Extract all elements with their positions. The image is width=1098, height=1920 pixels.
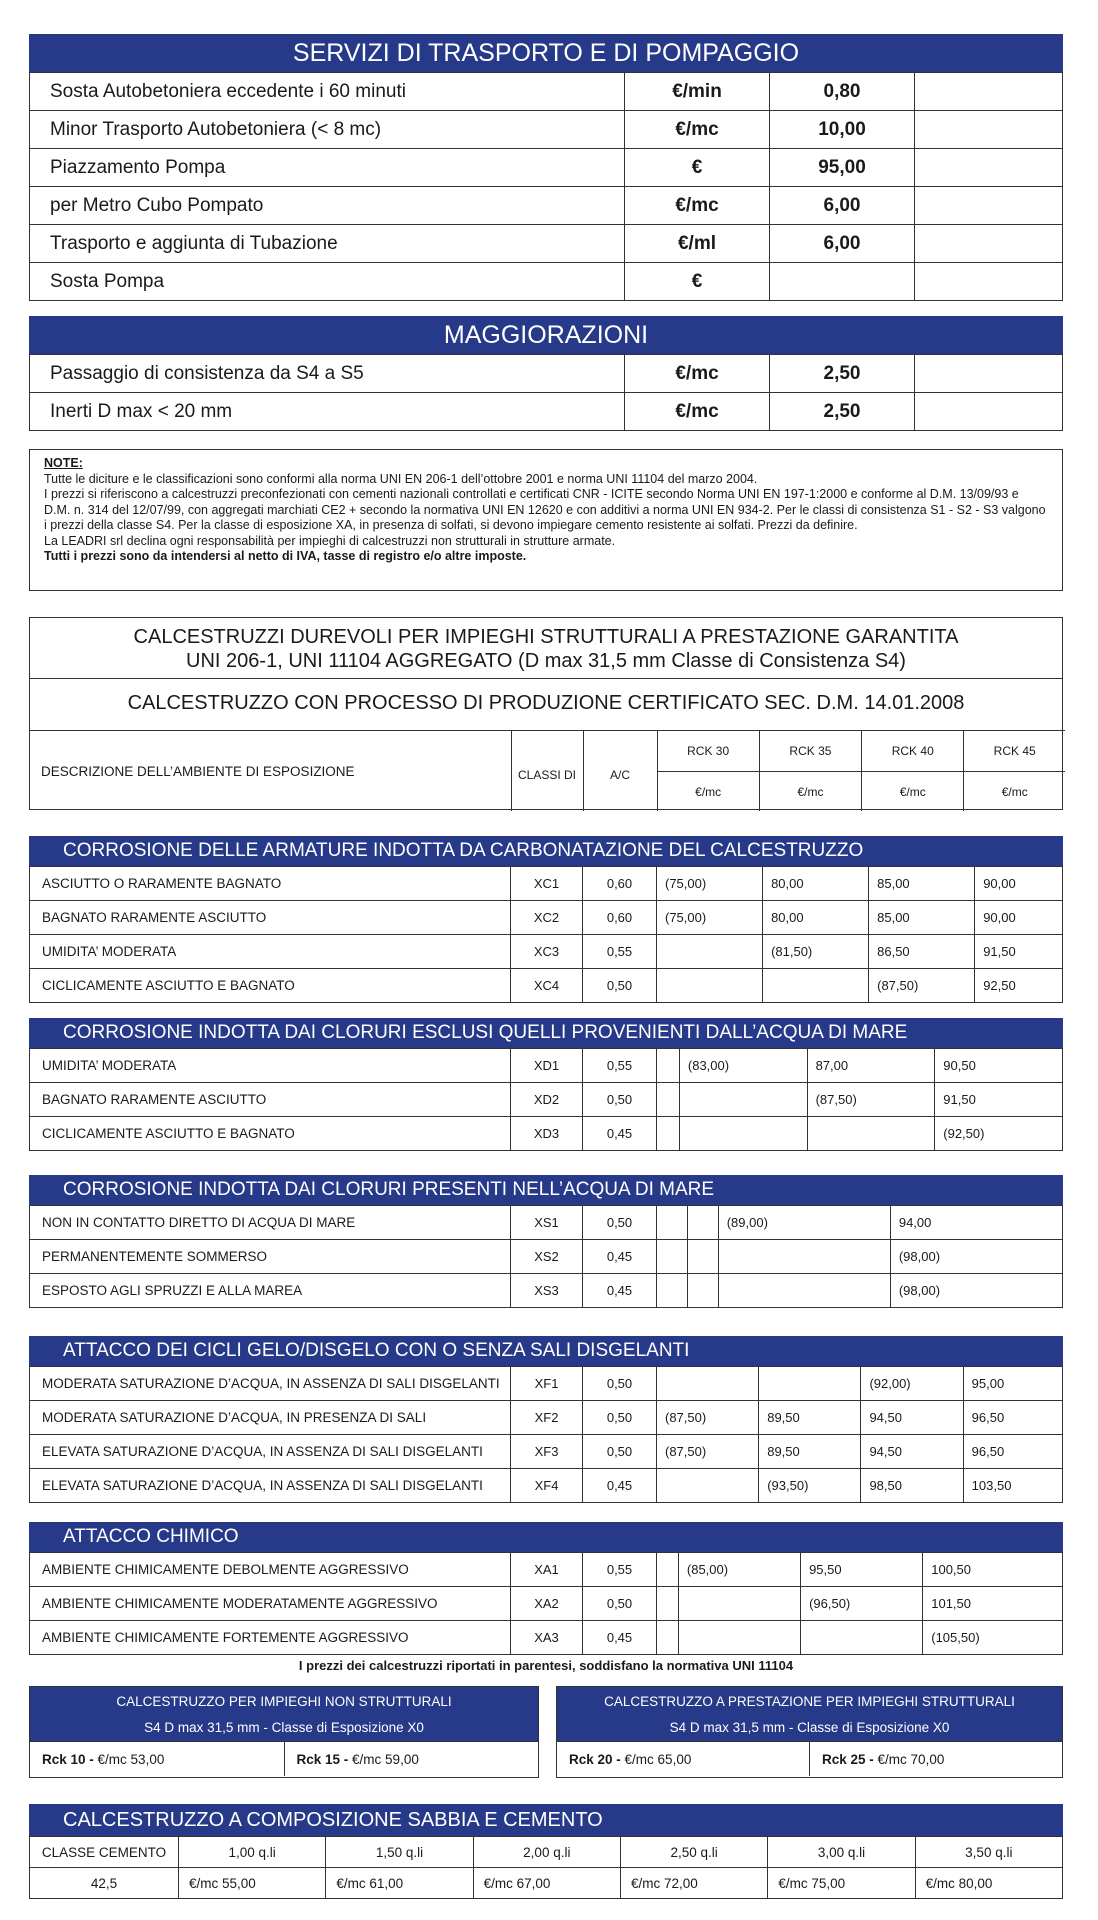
row-label: Piazzamento Pompa [30, 149, 625, 187]
row-unit: €/min [625, 73, 770, 111]
price-row [30, 225, 1063, 263]
rck-price: €/mc 53,00 [97, 1751, 165, 1767]
exposure-description: NON IN CONTATTO DIRETTO DI ACQUA DI MARE [30, 1206, 511, 1240]
col-ac: A/C [583, 731, 657, 812]
row-blank [915, 263, 1063, 301]
ac-ratio: 0,45 [583, 1621, 657, 1655]
row-price [770, 263, 915, 301]
col-unit: €/mc [759, 772, 861, 812]
sand-price-cell: €/mc 55,00 [179, 1868, 326, 1899]
rck-price: 94,50 [861, 1401, 963, 1435]
price-row [30, 111, 1063, 149]
ac-ratio: 0,55 [583, 1049, 657, 1083]
sand-price-row [30, 1868, 1063, 1899]
concrete-title-2: UNI 206-1, UNI 11104 AGGREGATO (D max 31,5 mm Classe di Consistenza S4) [186, 650, 906, 672]
rck-price: (87,50) [657, 1435, 759, 1469]
ac-ratio: 0,60 [583, 867, 657, 901]
exposure-description: UMIDITA’ MODERATA [30, 1049, 511, 1083]
price-row [30, 149, 1063, 187]
concrete-title-1: CALCESTRUZZI DUREVOLI PER IMPIEGHI STRUTTURALI A PRESTAZIONE GARANTITA [133, 626, 959, 648]
ac-ratio: 0,45 [583, 1469, 657, 1503]
rck-label: Rck 15 - [296, 1751, 349, 1767]
rck-price: €/mc 59,00 [352, 1751, 419, 1767]
rck-price [657, 1553, 679, 1587]
exposure-section [29, 1175, 1063, 1308]
table-row [30, 935, 1063, 969]
exposure-description: AMBIENTE CHIMICAMENTE FORTEMENTE AGGRESSIVO [30, 1621, 511, 1655]
transport-table [29, 72, 1063, 301]
parenthesis-footnote: I prezzi dei calcestruzzi riportati in parentesi, soddisfano la normativa UNI 11104 [298, 1658, 794, 1673]
surcharges-table [29, 354, 1063, 431]
exposure-class: XC1 [511, 867, 583, 901]
price-row [30, 393, 1063, 431]
price-row [30, 187, 1063, 225]
rck-price [657, 969, 763, 1003]
row-unit: €/mc [625, 187, 770, 225]
rck-price: 91,50 [935, 1083, 1063, 1117]
row-blank [915, 187, 1063, 225]
rck-price: 103,50 [963, 1469, 1062, 1503]
notes-line: Tutte le diciture e le classificazioni sono conformi alla norma UNI EN 206-1 dell’ottobre 2001 e norma UNI 11104 del marzo 2004. [44, 471, 758, 486]
exposure-description: AMBIENTE CHIMICAMENTE DEBOLMENTE AGGRESSIVO [30, 1553, 511, 1587]
sand-header-cell: CLASSE CEMENTO [30, 1837, 179, 1868]
exposure-class: XF4 [511, 1469, 583, 1503]
row-label: per Metro Cubo Pompato [30, 187, 625, 225]
exposure-table [29, 1048, 1063, 1151]
rck-price: (89,00) [718, 1206, 890, 1240]
exposure-description: CICLICAMENTE ASCIUTTO E BAGNATO [30, 969, 511, 1003]
exposure-class: XD3 [511, 1117, 583, 1151]
row-unit: € [625, 263, 770, 301]
sand-price-cell: €/mc 67,00 [473, 1868, 620, 1899]
notes-line: I prezzi si riferiscono a calcestruzzi preconfezionati con cementi nazionali controllati e certificati CNR - ICITE secondo Norma UNI EN 197-1:2000 e conforme al D.M. 13/09/93 e D.M. n. 314 del 12/07/99, con aggregati marchiati CE2 + secondo la normativa UNI EN 12620 e con additivi a norma UNI EN 934-2. Per le classi di consistenza S1 - S2 - S3 valgono i prezzi della classe S4. Per la classe di esposizione XA, in presenza di solfati, si devono impiegare cemento resistente ai solfati. Prezzi da definire. [44, 487, 1046, 532]
exposure-description: BAGNATO RARAMENTE ASCIUTTO [30, 901, 511, 935]
rck-price: 94,50 [861, 1435, 963, 1469]
structural-subtitle: S4 D max 31,5 mm - Classe di Esposizione X0 [557, 1715, 1062, 1741]
table-row [30, 1587, 1063, 1621]
table-row [30, 1621, 1063, 1655]
ac-ratio: 0,50 [583, 969, 657, 1003]
rck-price: (87,50) [869, 969, 975, 1003]
ac-ratio: 0,55 [583, 1553, 657, 1587]
price-row [30, 355, 1063, 393]
rck-price: 96,50 [963, 1435, 1062, 1469]
exposure-table [29, 1205, 1063, 1308]
exposure-class: XF2 [511, 1401, 583, 1435]
exposure-class: XC2 [511, 901, 583, 935]
notes-title: NOTE: [44, 456, 83, 470]
notes-line: La LEADRI srl declina ogni responsabilità per impieghi di calcestruzzi non strutturali in strutture armate. [44, 533, 616, 548]
table-row [30, 1083, 1063, 1117]
rck-price: (75,00) [657, 867, 763, 901]
sand-header-cell: 3,50 q.li [915, 1837, 1062, 1868]
row-label: Trasporto e aggiunta di Tubazione [30, 225, 625, 263]
table-row [30, 1553, 1063, 1587]
exposure-table [29, 1552, 1063, 1655]
rck-price: (93,50) [759, 1469, 861, 1503]
non-structural-box [29, 1686, 539, 1778]
transport-title: SERVIZI DI TRASPORTO E DI POMPAGGIO [29, 34, 1063, 72]
rck-price [718, 1274, 890, 1308]
rck-price [807, 1117, 935, 1151]
rck-price: (98,00) [890, 1274, 1062, 1308]
concrete-columns [29, 730, 1065, 811]
sand-header-row [30, 1837, 1063, 1868]
rck-price: 87,00 [807, 1049, 935, 1083]
table-row [30, 901, 1063, 935]
exposure-class: XC4 [511, 969, 583, 1003]
row-unit: €/mc [625, 355, 770, 393]
exposure-description: AMBIENTE CHIMICAMENTE MODERATAMENTE AGGRESSIVO [30, 1587, 511, 1621]
col-rck: RCK 40 [862, 731, 964, 772]
exposure-class: XA3 [511, 1621, 583, 1655]
exposure-description: ASCIUTTO O RARAMENTE BAGNATO [30, 867, 511, 901]
exposure-class: XA2 [511, 1587, 583, 1621]
row-label: Inerti D max < 20 mm [30, 393, 625, 431]
rck-price [657, 1240, 688, 1274]
exposure-description: MODERATA SATURAZIONE D’ACQUA, IN ASSENZA DI SALI DISGELANTI [30, 1367, 511, 1401]
sand-cement-section [29, 1804, 1063, 1899]
col-unit: €/mc [964, 772, 1065, 812]
rck-price: €/mc 70,00 [877, 1751, 945, 1767]
table-row [30, 969, 1063, 1003]
rck-price: 100,50 [923, 1553, 1063, 1587]
ac-ratio: 0,50 [583, 1435, 657, 1469]
notes-line-bold: Tutti i prezzi sono da intendersi al netto di IVA, tasse di registro e/o altre imposte. [44, 549, 527, 563]
ac-ratio: 0,45 [583, 1117, 657, 1151]
sand-price-cell: €/mc 80,00 [915, 1868, 1062, 1899]
exposure-section-title: ATTACCO CHIMICO [29, 1522, 1063, 1552]
row-unit: € [625, 149, 770, 187]
exposure-section-title: CORROSIONE INDOTTA DAI CLORURI PRESENTI NELL’ACQUA DI MARE [29, 1175, 1063, 1205]
table-row [30, 1401, 1063, 1435]
row-blank [915, 225, 1063, 263]
exposure-description: BAGNATO RARAMENTE ASCIUTTO [30, 1083, 511, 1117]
sand-price-cell: €/mc 72,00 [620, 1868, 767, 1899]
exposure-description: ELEVATA SATURAZIONE D’ACQUA, IN ASSENZA DI SALI DISGELANTI [30, 1469, 511, 1503]
ac-ratio: 0,50 [583, 1367, 657, 1401]
exposure-table [29, 866, 1063, 1003]
table-row [30, 1274, 1063, 1308]
col-rck: RCK 30 [657, 731, 759, 772]
rck-price [657, 1206, 688, 1240]
sand-header-cell: 2,50 q.li [620, 1837, 767, 1868]
rck-price [687, 1206, 718, 1240]
rck-price: 98,50 [861, 1469, 963, 1503]
exposure-class: XS3 [511, 1274, 583, 1308]
rck-price: 90,00 [975, 901, 1063, 935]
rck-price [679, 1117, 807, 1151]
rck-price: (87,50) [657, 1401, 759, 1435]
rck-price [678, 1621, 800, 1655]
col-class: CLASSI DI [511, 731, 583, 812]
exposure-table [29, 1366, 1063, 1503]
rck-price [657, 1274, 688, 1308]
rck-price: 95,50 [801, 1553, 923, 1587]
table-row [30, 1469, 1063, 1503]
rck-price: (96,50) [801, 1587, 923, 1621]
rck-price [657, 1469, 759, 1503]
row-label: Sosta Autobetoniera eccedente i 60 minuti [30, 73, 625, 111]
exposure-description: ELEVATA SATURAZIONE D’ACQUA, IN ASSENZA DI SALI DISGELANTI [30, 1435, 511, 1469]
sand-cement-table [29, 1836, 1063, 1899]
row-label: Sosta Pompa [30, 263, 625, 301]
sand-price-cell: €/mc 75,00 [768, 1868, 915, 1899]
surcharges-section [29, 316, 1063, 431]
rck-label: Rck 25 - [822, 1751, 874, 1767]
rck-price [759, 1367, 861, 1401]
row-label: Minor Trasporto Autobetoniera (< 8 mc) [30, 111, 625, 149]
rck-price: 80,00 [763, 901, 869, 935]
rck-price: 91,50 [975, 935, 1063, 969]
rck-price [687, 1240, 718, 1274]
price-row [30, 73, 1063, 111]
rck-label: Rck 10 - [42, 1751, 94, 1767]
ac-ratio: 0,50 [583, 1083, 657, 1117]
rck-price [657, 1049, 680, 1083]
sand-header-cell: 2,00 q.li [473, 1837, 620, 1868]
row-price: 6,00 [770, 187, 915, 225]
row-blank [915, 73, 1063, 111]
surcharges-title: MAGGIORAZIONI [29, 316, 1063, 354]
ac-ratio: 0,50 [583, 1206, 657, 1240]
rck-price: 80,00 [763, 867, 869, 901]
exposure-description: ESPOSTO AGLI SPRUZZI E ALLA MAREA [30, 1274, 511, 1308]
rck-price: 86,50 [869, 935, 975, 969]
exposure-section [29, 1522, 1063, 1655]
col-rck: RCK 45 [964, 731, 1065, 772]
ac-ratio: 0,45 [583, 1240, 657, 1274]
ac-ratio: 0,55 [583, 935, 657, 969]
rck-price [657, 1621, 679, 1655]
row-price: 0,80 [770, 73, 915, 111]
rck-price [679, 1083, 807, 1117]
table-row [30, 1206, 1063, 1240]
rck-price: 96,50 [963, 1401, 1062, 1435]
rck-price: 101,50 [923, 1587, 1063, 1621]
col-unit: €/mc [657, 772, 759, 812]
sand-price-cell: 42,5 [30, 1868, 179, 1899]
rck-price: 95,00 [963, 1367, 1062, 1401]
exposure-section-title: CORROSIONE INDOTTA DAI CLORURI ESCLUSI QUELLI PROVENIENTI DALL’ACQUA DI MARE [29, 1018, 1063, 1048]
table-row [30, 1049, 1063, 1083]
sand-header-cell: 3,00 q.li [768, 1837, 915, 1868]
rck-price: 89,50 [759, 1401, 861, 1435]
sand-header-cell: 1,50 q.li [326, 1837, 473, 1868]
rck-price [718, 1240, 890, 1274]
table-row [30, 1367, 1063, 1401]
exposure-class: XD2 [511, 1083, 583, 1117]
table-row [30, 1435, 1063, 1469]
col-unit: €/mc [862, 772, 964, 812]
row-unit: €/mc [625, 111, 770, 149]
rck-price: 90,50 [935, 1049, 1063, 1083]
rck-price [687, 1274, 718, 1308]
rck-price: €/mc 65,00 [624, 1751, 692, 1767]
ac-ratio: 0,50 [583, 1587, 657, 1621]
rck-price [678, 1587, 800, 1621]
ac-ratio: 0,45 [583, 1274, 657, 1308]
non-structural-title: CALCESTRUZZO PER IMPIEGHI NON STRUTTURALI [30, 1687, 538, 1715]
rck-price [657, 1117, 680, 1151]
row-blank [915, 149, 1063, 187]
structural-box [556, 1686, 1063, 1778]
table-row [30, 1117, 1063, 1151]
exposure-class: XF3 [511, 1435, 583, 1469]
structural-prices [557, 1741, 1062, 1776]
exposure-class: XA1 [511, 1553, 583, 1587]
table-row [30, 867, 1063, 901]
rck-label: Rck 20 - [569, 1751, 621, 1767]
rck-price: 92,50 [975, 969, 1063, 1003]
row-price: 2,50 [770, 393, 915, 431]
sand-header-cell: 1,00 q.li [179, 1837, 326, 1868]
rck-price: (85,00) [678, 1553, 800, 1587]
notes-box [29, 449, 1063, 591]
exposure-class: XD1 [511, 1049, 583, 1083]
col-desc: DESCRIZIONE DELL’AMBIENTE DI ESPOSIZIONE [29, 731, 511, 812]
row-label: Passaggio di consistenza da S4 a S5 [30, 355, 625, 393]
structural-title: CALCESTRUZZO A PRESTAZIONE PER IMPIEGHI STRUTTURALI [557, 1687, 1062, 1715]
rck-price: (92,00) [861, 1367, 963, 1401]
ac-ratio: 0,50 [583, 1401, 657, 1435]
exposure-class: XS2 [511, 1240, 583, 1274]
row-unit: €/mc [625, 393, 770, 431]
exposure-section [29, 836, 1063, 1003]
rck-price [801, 1621, 923, 1655]
ac-ratio: 0,60 [583, 901, 657, 935]
table-row [30, 1240, 1063, 1274]
row-price: 2,50 [770, 355, 915, 393]
rck-price: (81,50) [763, 935, 869, 969]
rck-price: (83,00) [679, 1049, 807, 1083]
rck-price: 85,00 [869, 867, 975, 901]
exposure-section-title: ATTACCO DEI CICLI GELO/DISGELO CON O SENZA SALI DISGELANTI [29, 1336, 1063, 1366]
exposure-class: XF1 [511, 1367, 583, 1401]
rck-price [657, 1367, 759, 1401]
rck-price [657, 935, 763, 969]
row-blank [915, 355, 1063, 393]
row-price: 95,00 [770, 149, 915, 187]
row-price: 6,00 [770, 225, 915, 263]
exposure-description: CICLICAMENTE ASCIUTTO E BAGNATO [30, 1117, 511, 1151]
non-structural-subtitle: S4 D max 31,5 mm - Classe di Esposizione X0 [30, 1715, 538, 1741]
rck-price: 89,50 [759, 1435, 861, 1469]
exposure-description: UMIDITA’ MODERATA [30, 935, 511, 969]
exposure-section [29, 1018, 1063, 1151]
rck-price: (92,50) [935, 1117, 1063, 1151]
rck-price: 85,00 [869, 901, 975, 935]
exposure-description: PERMANENTEMENTE SOMMERSO [30, 1240, 511, 1274]
exposure-description: MODERATA SATURAZIONE D’ACQUA, IN PRESENZA DI SALI [30, 1401, 511, 1435]
exposure-section [29, 1336, 1063, 1503]
price-row [30, 263, 1063, 301]
exposure-class: XC3 [511, 935, 583, 969]
rck-price [657, 1587, 679, 1621]
row-unit: €/ml [625, 225, 770, 263]
row-blank [915, 393, 1063, 431]
row-blank [915, 111, 1063, 149]
rck-price: 90,00 [975, 867, 1063, 901]
rck-price: (87,50) [807, 1083, 935, 1117]
exposure-class: XS1 [511, 1206, 583, 1240]
col-rck: RCK 35 [759, 731, 861, 772]
transport-section [29, 34, 1063, 301]
exposure-section-title: CORROSIONE DELLE ARMATURE INDOTTA DA CARBONATAZIONE DEL CALCESTRUZZO [29, 836, 1063, 866]
sand-cement-title: CALCESTRUZZO A COMPOSIZIONE SABBIA E CEMENTO [29, 1804, 1063, 1836]
rck-price: (105,50) [923, 1621, 1063, 1655]
non-structural-prices [30, 1741, 538, 1776]
row-price: 10,00 [770, 111, 915, 149]
rck-price [763, 969, 869, 1003]
concrete-header [29, 617, 1063, 810]
rck-price: (98,00) [890, 1240, 1062, 1274]
concrete-title-3: CALCESTRUZZO CON PROCESSO DI PRODUZIONE CERTIFICATO SEC. D.M. 14.01.2008 [127, 692, 965, 714]
sand-price-cell: €/mc 61,00 [326, 1868, 473, 1899]
rck-price: 94,00 [890, 1206, 1062, 1240]
rck-price [657, 1083, 680, 1117]
rck-price: (75,00) [657, 901, 763, 935]
